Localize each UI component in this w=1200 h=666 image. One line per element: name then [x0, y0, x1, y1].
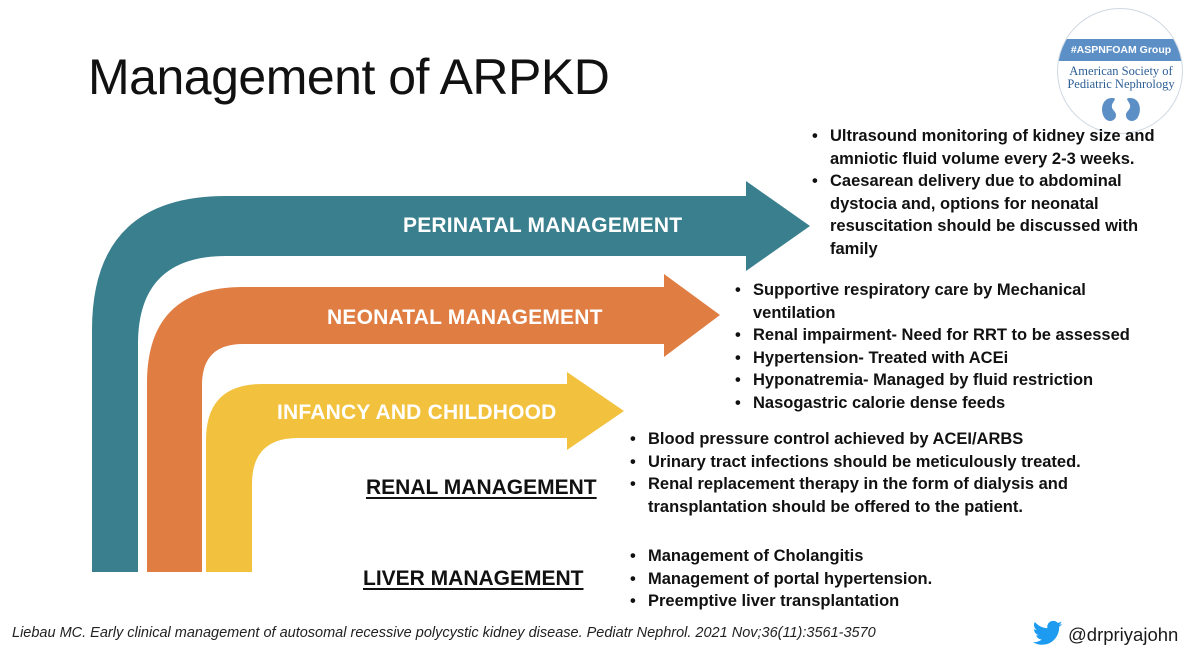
- logo-line-1: American Society of: [1069, 64, 1173, 78]
- twitter-icon: [1032, 618, 1064, 648]
- list-item: • Renal impairment- Need for RRT to be assessed: [735, 324, 1165, 347]
- renal-heading: RENAL MANAGEMENT: [366, 476, 597, 499]
- list-item: • Urinary tract infections should be meticulously treated.: [630, 451, 1105, 474]
- logo-band-text: #ASPNFOAM Group: [1058, 39, 1183, 61]
- neonatal-label: NEONATAL MANAGEMENT: [327, 306, 603, 329]
- list-item: • Caesarean delivery due to abdominal dystocia and, options for neonatal resuscitation should be discussed with family: [812, 170, 1162, 260]
- list-item: • Ultrasound monitoring of kidney size and amniotic fluid volume every 2-3 weeks.: [812, 125, 1162, 170]
- twitter-handle[interactable]: @drpriyajohn: [1068, 624, 1179, 645]
- logo-line-2: Pediatric Nephrology: [1067, 77, 1175, 91]
- infancy-label: INFANCY AND CHILDHOOD: [277, 401, 557, 424]
- page-title: Management of ARPKD: [88, 49, 610, 105]
- liver-bullets: [630, 545, 1070, 613]
- list-item: • Hyponatremia- Managed by fluid restriction: [735, 369, 1165, 392]
- list-item: • Blood pressure control achieved by ACEI/ARBS: [630, 428, 1105, 451]
- list-item: • Management of portal hypertension.: [630, 568, 1070, 591]
- list-item: • Preemptive liver transplantation: [630, 590, 1070, 613]
- perinatal-bullets: [812, 125, 1162, 260]
- neonatal-bullets: [735, 279, 1165, 414]
- list-item: • Management of Cholangitis: [630, 545, 1070, 568]
- list-item: • Hypertension- Treated with ACEi: [735, 347, 1165, 370]
- renal-bullets: [630, 428, 1105, 518]
- citation: Liebau MC. Early clinical management of autosomal recessive polycystic kidney disease. Pediatr Nephrol. 2021 Nov;36(11):3561-3570: [12, 625, 876, 641]
- list-item: • Nasogastric calorie dense feeds: [735, 392, 1165, 415]
- liver-heading: LIVER MANAGEMENT: [363, 567, 584, 590]
- list-item: • Renal replacement therapy in the form of dialysis and transplantation should be offered to the patient.: [630, 473, 1105, 518]
- perinatal-label: PERINATAL MANAGEMENT: [403, 214, 683, 237]
- list-item: • Supportive respiratory care by Mechanical ventilation: [735, 279, 1165, 324]
